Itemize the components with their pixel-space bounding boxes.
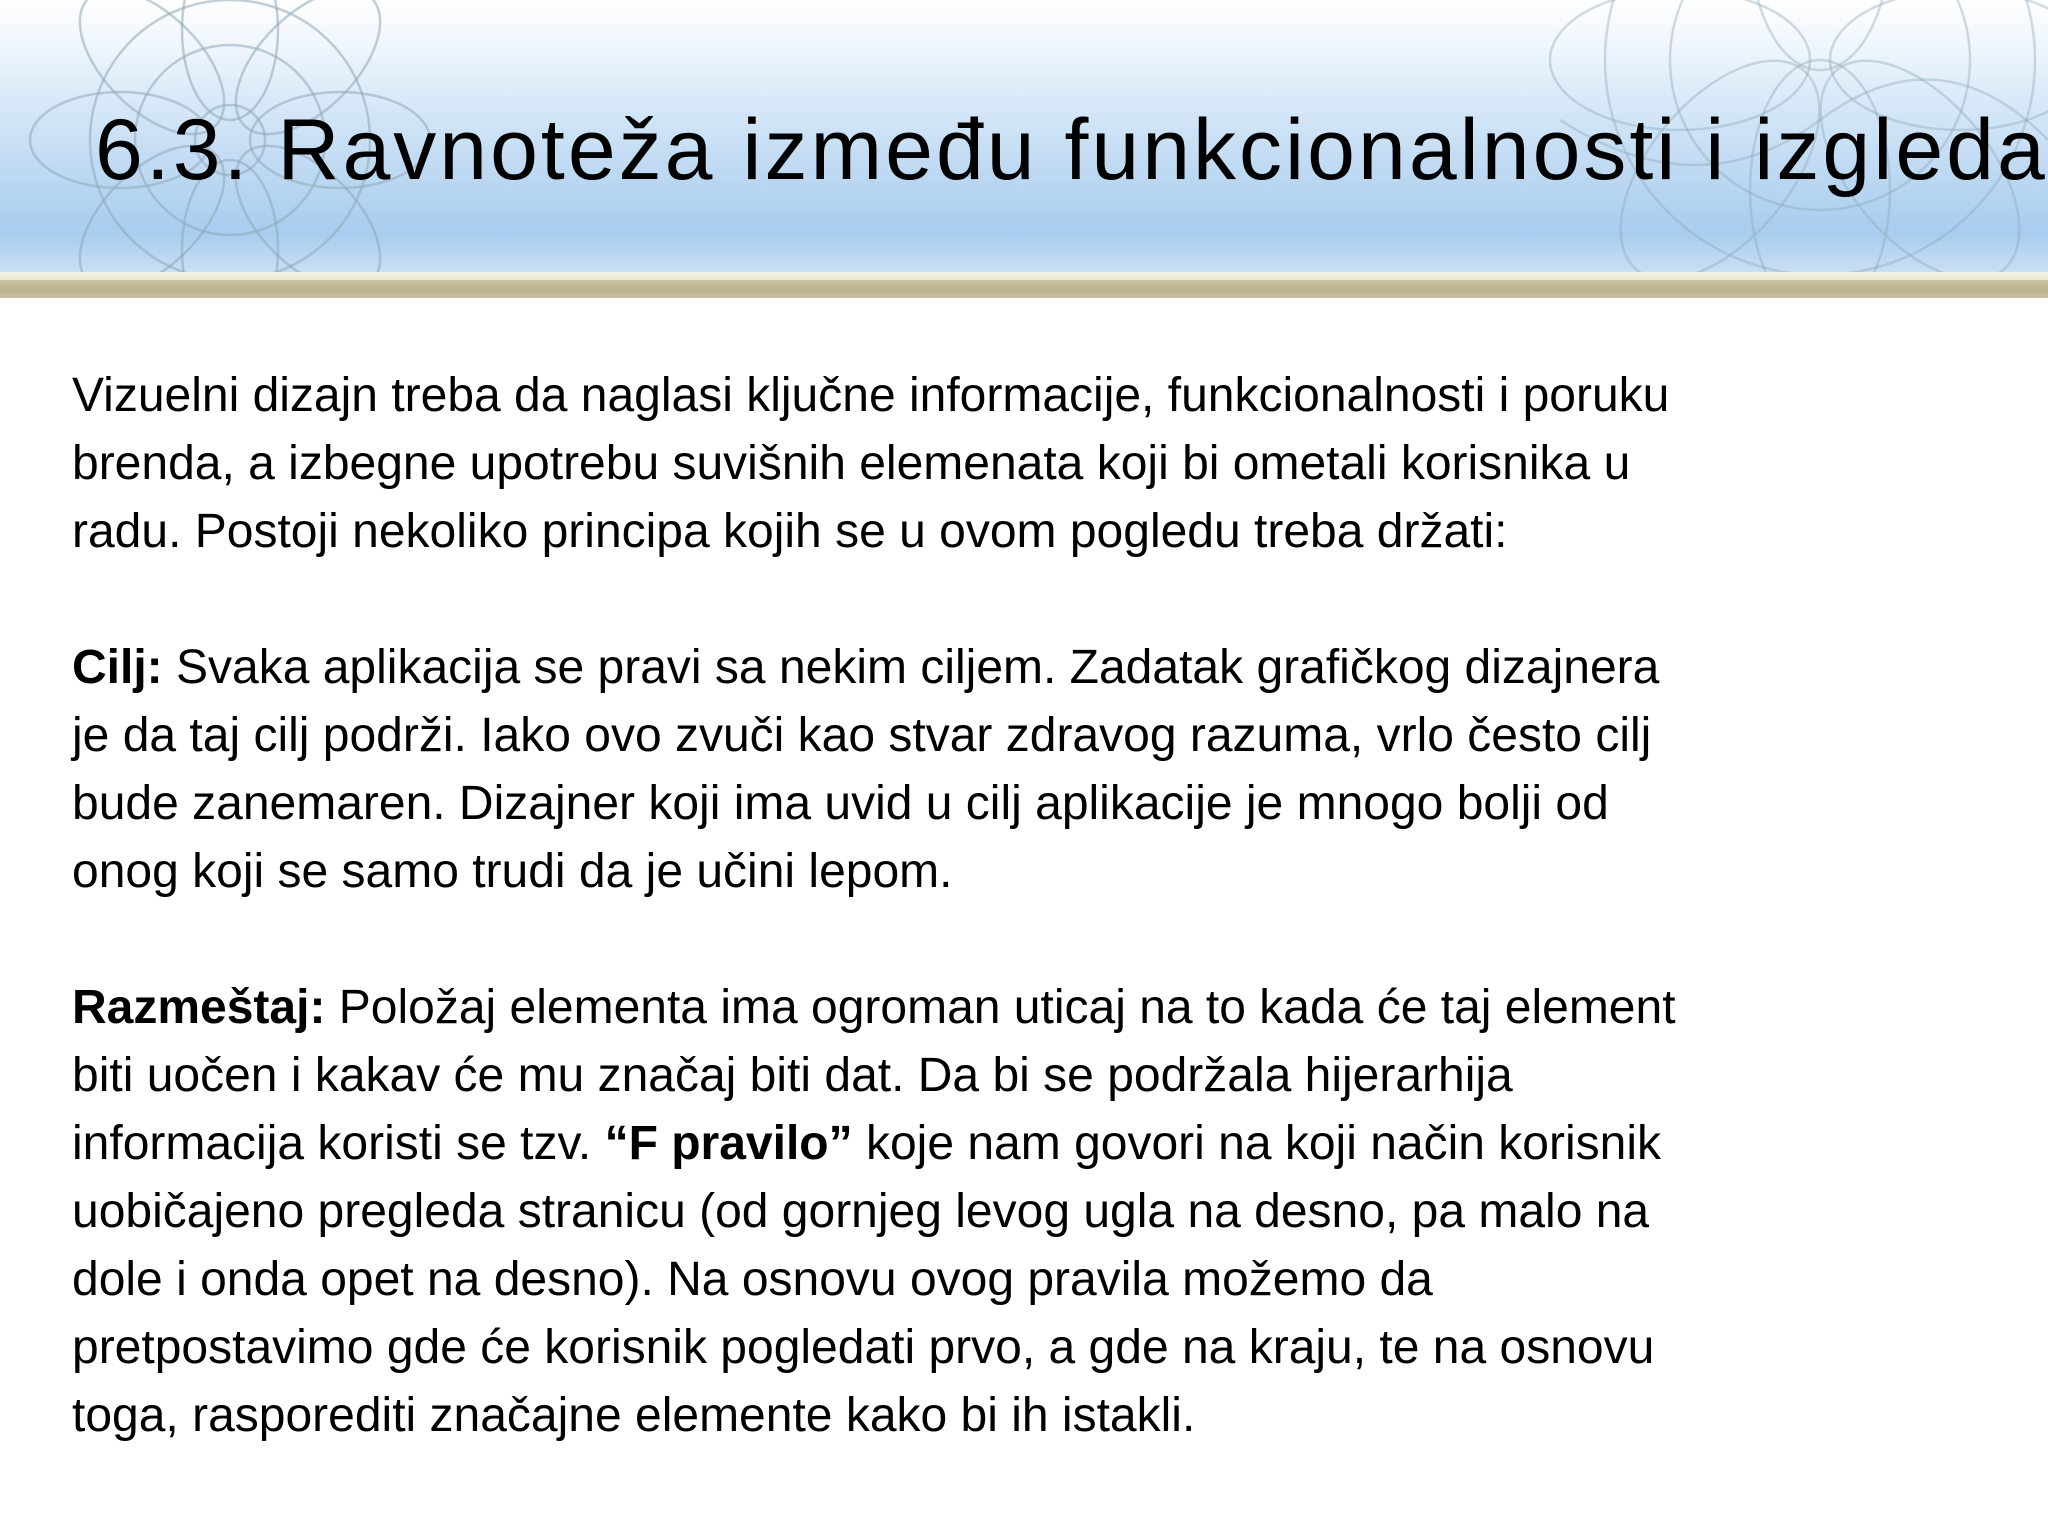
intro-line-1: Vizuelni dizajn treba da naglasi ključne informacije, funkcionalnosti i poruku bbox=[72, 369, 1670, 422]
slide-body bbox=[72, 362, 2012, 1450]
header-rule-highlight bbox=[0, 272, 2048, 280]
razmestaj-line-7: toga, rasporediti značajne elemente kako bi ih istakli. bbox=[72, 1389, 1196, 1442]
f-pravilo-emphasis: “F pravilo” bbox=[604, 1117, 853, 1170]
razmestaj-line-3-after: koje nam govori na koji način korisnik bbox=[852, 1117, 1662, 1170]
razmestaj-line-3-before: informacija koristi se tzv. bbox=[72, 1117, 605, 1170]
razmestaj-paragraph bbox=[72, 974, 2012, 1450]
razmestaj-line-2: biti uočen i kakav će mu značaj biti dat. Da bi se podržala hijerarhija bbox=[72, 1049, 1513, 1102]
slide-title: 6.3. Ravnoteža između funkcionalnosti i izgleda bbox=[95, 102, 2048, 198]
intro-line-3: radu. Postoji nekoliko principa kojih se u ovom pogledu treba držati: bbox=[72, 505, 1508, 558]
paragraph-gap bbox=[72, 906, 2012, 974]
cilj-line-1-text: Svaka aplikacija se pravi sa nekim ciljem. Zadatak grafičkog dizajnera bbox=[162, 641, 1660, 694]
razmestaj-line-3 bbox=[72, 1110, 2012, 1178]
razmestaj-line-5: dole i onda opet na desno). Na osnovu ovog pravila možemo da bbox=[72, 1253, 1433, 1306]
cilj-term: Cilj: bbox=[72, 641, 163, 694]
razmestaj-line-6: pretpostavimo gde će korisnik pogledati prvo, a gde na kraju, te na osnovu bbox=[72, 1321, 1655, 1374]
cilj-line-1 bbox=[72, 634, 2012, 702]
intro-line-2: brenda, a izbegne upotrebu suvišnih elemenata koji bi ometali korisnika u bbox=[72, 437, 1631, 490]
razmestaj-line-1 bbox=[72, 974, 2012, 1042]
razmestaj-term: Razmeštaj: bbox=[72, 981, 326, 1034]
cilj-line-4: onog koji se samo trudi da je učini lepom. bbox=[72, 845, 953, 898]
cilj-line-2: je da taj cilj podrži. Iako ovo zvuči kao stvar zdravog razuma, vrlo često cilj bbox=[72, 709, 1652, 762]
cilj-paragraph bbox=[72, 634, 2012, 906]
paragraph-gap bbox=[72, 566, 2012, 634]
razmestaj-line-1-text: Položaj elementa ima ogroman uticaj na to kada će taj element bbox=[325, 981, 1676, 1034]
intro-paragraph bbox=[72, 362, 2012, 566]
cilj-line-3: bude zanemaren. Dizajner koji ima uvid u cilj aplikacije je mnogo bolji od bbox=[72, 777, 1609, 830]
header-rule bbox=[0, 280, 2048, 298]
razmestaj-line-4: uobičajeno pregleda stranicu (od gornjeg levog ugla na desno, pa malo na bbox=[72, 1185, 1650, 1238]
